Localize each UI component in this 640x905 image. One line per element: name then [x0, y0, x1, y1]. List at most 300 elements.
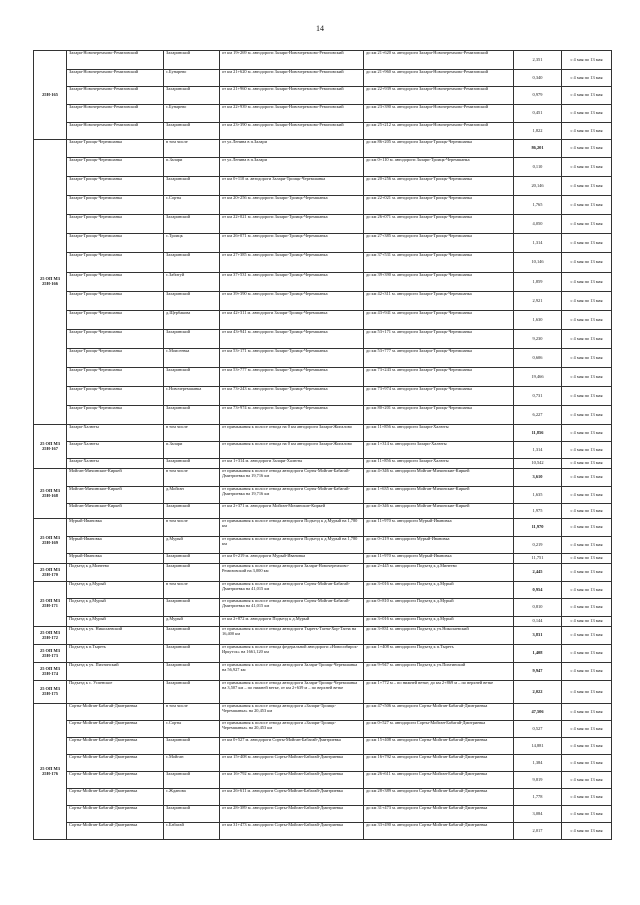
length-cell: 19,466 — [514, 368, 562, 387]
table-row — [34, 645, 612, 663]
start-point-cell: от км 21+960 м. автодороги Залари-Новочеремхово-Ремизовский — [220, 87, 364, 105]
table-row — [34, 487, 612, 504]
period-cell: с 4 мая по 13 мая — [562, 368, 612, 387]
road-name-cell: Мойган-Мичинские-Киркей — [67, 487, 164, 504]
location-cell: п.Залари — [164, 442, 220, 459]
location-cell: Заларинский — [164, 253, 220, 273]
location-cell: в том числе — [164, 469, 220, 487]
road-name-cell: Залари-Троицк-Черемшанка — [67, 140, 164, 158]
table-row — [34, 617, 612, 627]
length-cell: 2,017 — [514, 823, 562, 840]
end-point-cell: до км 53+777 м. автодороги Залари-Троицк-Черемшанка — [364, 349, 514, 368]
period-cell: с 4 мая по 13 мая — [562, 442, 612, 459]
period-cell: с 4 мая по 13 мая — [562, 140, 612, 158]
end-point-cell: до км 25+212 м. автодороги Залари-Новочеремхово-Ремизовский — [364, 123, 514, 140]
start-point-cell: от ул.Ленина в п.Залари — [220, 158, 364, 177]
road-name-cell: Подъезд к уч. Николаевский — [67, 627, 164, 645]
end-point-cell: до км 86+205 м. автодороги Залари-Троицк-Черемшанка — [364, 140, 514, 158]
start-point-cell: от км 28+389 м. автодороги Сорты-Мойган-Бабагай-Дмитриевка — [220, 806, 364, 823]
road-name-cell: Подъезд к уч. Пихтинский — [67, 663, 164, 681]
period-cell: с 4 мая по 13 мая — [562, 177, 612, 196]
length-cell: 1,630 — [514, 311, 562, 330]
end-point-cell: до км 27+385 м. автодороги Залари-Троицк-Черемшанка — [364, 234, 514, 253]
length-cell: 0,979 — [514, 87, 562, 105]
road-id-cell: 25 ОП МЗ 25Н-169 — [34, 519, 67, 564]
start-point-cell: от км 53+171 м. автодороги Залари-Троицк-Черемшанка — [220, 349, 364, 368]
start-point-cell: от примыкания к полосе отвода автодороги Сорты-Мойган-Бабагай-Дмитриевка на 41,015 км — [220, 599, 364, 617]
length-cell: 2,351 — [514, 51, 562, 70]
start-point-cell: от примыкания к полосе отвода автодороги Сорты-Мойган-Бабагай-Дмитриевка на 19,716 км — [220, 469, 364, 487]
length-cell: 0,606 — [514, 349, 562, 368]
length-cell: 3,084 — [514, 806, 562, 823]
start-point-cell: от примыкания к полосе отвода автодороги «Залари-Троицк-Черемшанка» на 20,453 км — [220, 721, 364, 738]
location-cell: Заларинский — [164, 738, 220, 755]
length-cell: 0,954 — [514, 582, 562, 599]
location-cell: Заларинский — [164, 292, 220, 311]
length-cell: 2,022 — [514, 681, 562, 704]
road-name-cell: Залари-Троицк-Черемшанка — [67, 330, 164, 349]
table-row — [34, 755, 612, 772]
start-point-cell: от км 19+269 м. автодороги Залари-Новочеремхово-Ремизовский — [220, 51, 364, 70]
end-point-cell: до км 11+856 м. автодороги Залари-Халюты — [364, 459, 514, 469]
period-cell: с 4 мая по 13 мая — [562, 599, 612, 617]
end-point-cell: до км 9+947 м. автодороги Подъезд к уч.Пихтинский — [364, 663, 514, 681]
location-cell: с.Бунарево — [164, 105, 220, 123]
table-row — [34, 253, 612, 273]
length-cell: 0,340 — [514, 70, 562, 87]
length-cell: 9,230 — [514, 330, 562, 349]
road-name-cell: Сорты-Мойган-Бабагай-Дмитриевка — [67, 823, 164, 840]
end-point-cell: до км 0+527 м. автодороги Сорты-Мойган-Бабагай-Дмитриевка — [364, 721, 514, 738]
length-cell: 11,751 — [514, 554, 562, 564]
period-cell: с 4 мая по 13 мая — [562, 564, 612, 582]
road-name-cell: Залари-Новочеремхово-Ремизовский — [67, 70, 164, 87]
period-cell: с 4 мая по 13 мая — [562, 617, 612, 627]
start-point-cell: от примыкания к полосе отвода на 0 км автодороги Залари-Жигалово — [220, 442, 364, 459]
table-row — [34, 554, 612, 564]
table-row — [34, 504, 612, 519]
length-cell: 0,451 — [514, 105, 562, 123]
road-id-cell: 25 ОП МЗ 25Н-170 — [34, 564, 67, 582]
end-point-cell: до км 26+071 м. автодороги Залари-Троицк-Черемшанка — [364, 215, 514, 234]
length-cell: 0,110 — [514, 158, 562, 177]
period-cell: с 4 мая по 13 мая — [562, 215, 612, 234]
start-point-cell: от км 26+071 м. автодороги Залари-Троицк-Черемшанка — [220, 234, 364, 253]
road-name-cell: Залари-Троицк-Черемшанка — [67, 311, 164, 330]
end-point-cell: до км 21+620 м. автодороги Залари-Новочеремхово-Ремизовский — [364, 51, 514, 70]
end-point-cell: до км 20+256 м. автодороги Залари-Троицк-Черемшанка — [364, 177, 514, 196]
table-row — [34, 663, 612, 681]
table-row — [34, 273, 612, 292]
road-name-cell: Залари-Троицк-Черемшанка — [67, 253, 164, 273]
table-row — [34, 738, 612, 755]
end-point-cell: до км 15+408 м. автодороги Сорты-Мойган-Бабагай-Дмитриевка — [364, 738, 514, 755]
location-cell: Заларинский — [164, 645, 220, 663]
period-cell: с 4 мая по 13 мая — [562, 469, 612, 487]
length-cell: 10,542 — [514, 459, 562, 469]
road-name-cell: Мурый-Ивановка — [67, 537, 164, 554]
length-cell: 2,445 — [514, 564, 562, 582]
period-cell: с 4 мая по 13 мая — [562, 273, 612, 292]
location-cell: Заларинский — [164, 406, 220, 425]
start-point-cell: от примыкания к полосе отвода автодороги Подъезд к д.Мурый на 1,780 км — [220, 519, 364, 537]
location-cell: с.Сорты — [164, 196, 220, 215]
table-row — [34, 387, 612, 406]
period-cell: с 4 мая по 13 мая — [562, 406, 612, 425]
start-point-cell: от примыкания к полосе отвода автодороги Тыреть-Тагна-Хор-Тагна на 16,400 км — [220, 627, 364, 645]
period-cell: с 4 мая по 13 мая — [562, 663, 612, 681]
period-cell: с 4 мая по 13 мая — [562, 196, 612, 215]
length-cell: 1,859 — [514, 273, 562, 292]
length-cell: 9,819 — [514, 772, 562, 789]
start-point-cell: от км 16+792 м. автодороги Сорты-Мойган-Бабагай-Дмитриевка — [220, 772, 364, 789]
length-cell: 4,050 — [514, 215, 562, 234]
end-point-cell: до км 42+311 м. автодороги Залари-Троицк-Черемшанка — [364, 292, 514, 311]
table-row — [34, 681, 612, 704]
location-cell: в том числе — [164, 582, 220, 599]
location-cell: Заларинский — [164, 663, 220, 681]
start-point-cell: от примыкания к полосе отвода автодороги Залари-Троицк-Черемшанка на 3,507 км – по нижней ветке, от км 2+639 м – по верхней ветке — [220, 681, 364, 704]
location-cell: с.Жданова — [164, 789, 220, 806]
period-cell: с 4 мая по 13 мая — [562, 349, 612, 368]
road-name-cell: Сорты-Мойган-Бабагай-Дмитриевка — [67, 789, 164, 806]
location-cell: Заларинский — [164, 215, 220, 234]
road-id-cell: 25 ОП МЗ 25Н-166 — [34, 140, 67, 425]
start-point-cell: от примыкания к полосе отвода автодороги Сорты-Мойган-Бабагай-Дмитриевка на 19,716 км — [220, 487, 364, 504]
location-cell: Заларинский — [164, 806, 220, 823]
location-cell: с.Забитуй — [164, 273, 220, 292]
start-point-cell: от км 23+390 м. автодороги Залари-Новочеремхово-Ремизовский — [220, 123, 364, 140]
length-cell: 2,921 — [514, 292, 562, 311]
location-cell: Заларинский — [164, 554, 220, 564]
period-cell: с 4 мая по 13 мая — [562, 387, 612, 406]
location-cell: д.Мойган — [164, 487, 220, 504]
start-point-cell: от км 22+939 м. автодороги Залари-Новочеремхово-Ремизовский — [220, 105, 364, 123]
location-cell: Заларинский — [164, 772, 220, 789]
table-row — [34, 599, 612, 617]
start-point-cell: от км 22+021 м. автодороги Залари-Троицк-Черемшанка — [220, 215, 364, 234]
length-cell: 3,610 — [514, 469, 562, 487]
end-point-cell: до км 0+219 м. автодороги Мурый-Ивановка — [364, 537, 514, 554]
end-point-cell: до км 22+939 м. автодороги Залари-Новочеремхово-Ремизовский — [364, 87, 514, 105]
period-cell: с 4 мая по 13 мая — [562, 537, 612, 554]
table-row — [34, 627, 612, 645]
location-cell: с.Бабагай — [164, 823, 220, 840]
location-cell: д.Щербакова — [164, 311, 220, 330]
length-cell: 11,856 — [514, 425, 562, 442]
road-id-cell: 25 ОП МЗ 25Н-176 — [34, 704, 67, 840]
road-name-cell: Залари-Новочеремхово-Ремизовский — [67, 105, 164, 123]
table-row — [34, 177, 612, 196]
end-point-cell: до км 73+243 м. автодороги Залари-Троицк-Черемшанка — [364, 368, 514, 387]
start-point-cell: от примыкания к полосе отвода на 0 км автодороги Залари-Жигалово — [220, 425, 364, 442]
end-point-cell: до км 23+390 м. автодороги Залари-Новочеремхово-Ремизовский — [364, 105, 514, 123]
start-point-cell: от примыкания к полосе отвода федеральной автодороги «Новосибирск-Иркутск» на 1661,120 км — [220, 645, 364, 663]
period-cell: с 4 мая по 13 мая — [562, 330, 612, 349]
road-name-cell: Сорты-Мойган-Бабагай-Дмитриевка — [67, 806, 164, 823]
end-point-cell: до км 47+506 м. автодороги Сорты-Мойган-Бабагай-Дмитриевка — [364, 704, 514, 721]
end-point-cell: до км 33+490 м. автодороги Сорты-Мойган-Бабагай-Дмитриевка — [364, 823, 514, 840]
length-cell: 86,201 — [514, 140, 562, 158]
location-cell: Заларинский — [164, 87, 220, 105]
end-point-cell: до км 43+941 м. автодороги Залари-Троицк-Черемшанка — [364, 311, 514, 330]
location-cell: Заларинский — [164, 368, 220, 387]
location-cell: в том числе — [164, 519, 220, 537]
start-point-cell: от км 31+473 м. автодороги Сорты-Мойган-Бабагай-Дмитриевка — [220, 823, 364, 840]
end-point-cell: до км 2+445 м. автодороги Подъезд к д.Минеево — [364, 564, 514, 582]
location-cell: д.Мурый — [164, 537, 220, 554]
end-point-cell: до км 53+171 м. автодороги Залари-Троицк-Черемшанка — [364, 330, 514, 349]
period-cell: с 4 мая по 13 мая — [562, 459, 612, 469]
table-row — [34, 789, 612, 806]
length-cell: 20,146 — [514, 177, 562, 196]
length-cell: 9,947 — [514, 663, 562, 681]
road-name-cell: Подъезд к п.Тыреть — [67, 645, 164, 663]
end-point-cell: до км 11+970 м. автодороги Мурый-Ивановка — [364, 519, 514, 537]
start-point-cell: от км 26+611 м. автодороги Сорты-Мойган-Бабагай-Дмитриевка — [220, 789, 364, 806]
table-row — [34, 368, 612, 387]
table-row — [34, 469, 612, 487]
end-point-cell: до км 11+856 м. автодороги Залари-Халюты — [364, 425, 514, 442]
table-row — [34, 215, 612, 234]
end-point-cell: до км 4+346 м. автодороги Мойган-Мичинские-Киркей — [364, 469, 514, 487]
length-cell: 1,778 — [514, 789, 562, 806]
road-name-cell: Мурый-Ивановка — [67, 519, 164, 537]
start-point-cell: от км 73+974 м. автодороги Залари-Троицк-Черемшанка — [220, 406, 364, 425]
road-name-cell: Залари-Новочеремхово-Ремизовский — [67, 123, 164, 140]
start-point-cell: от км 73+243 м. автодороги Залари-Троицк-Черемшанка — [220, 387, 364, 406]
road-name-cell: Сорты-Мойган-Бабагай-Дмитриевка — [67, 721, 164, 738]
road-name-cell: Сорты-Мойган-Бабагай-Дмитриевка — [67, 772, 164, 789]
end-point-cell: до км 11+970 м. автодороги Мурый-Ивановка — [364, 554, 514, 564]
table-row — [34, 442, 612, 459]
table-row — [34, 234, 612, 253]
table-row — [34, 51, 612, 70]
end-point-cell: до км 0+810 м. автодороги Подъезд к д.Мурый — [364, 599, 514, 617]
road-name-cell: Залари-Новочеремхово-Ремизовский — [67, 51, 164, 70]
length-cell: 6,227 — [514, 406, 562, 425]
location-cell: Заларинский — [164, 330, 220, 349]
table-row — [34, 406, 612, 425]
table-row — [34, 349, 612, 368]
table-row — [34, 806, 612, 823]
period-cell: с 4 мая по 13 мая — [562, 806, 612, 823]
location-cell: с.Мойган — [164, 755, 220, 772]
road-id-cell: 25 ОП МЗ 25Н-173 — [34, 645, 67, 663]
start-point-cell: от км 53+777 м. автодороги Залари-Троицк-Черемшанка — [220, 368, 364, 387]
location-cell: Заларинский — [164, 564, 220, 582]
road-name-cell: Сорты-Мойган-Бабагай-Дмитриевка — [67, 738, 164, 755]
road-id-cell: 25 ОП МЗ 25Н-172 — [34, 627, 67, 645]
start-point-cell: от км 15+408 м. автодороги Сорты-Мойган-Бабагай-Дмитриевка — [220, 755, 364, 772]
period-cell: с 4 мая по 13 мая — [562, 123, 612, 140]
road-name-cell: Подъезд к д.Мурый — [67, 599, 164, 617]
end-point-cell: до км 37+531 м. автодороги Залари-Троицк-Черемшанка — [364, 253, 514, 273]
start-point-cell: от ул.Ленина в п.Залари — [220, 140, 364, 158]
location-cell: Заларинский — [164, 123, 220, 140]
road-name-cell: Подъезд к с. Успенское — [67, 681, 164, 704]
period-cell: с 4 мая по 13 мая — [562, 87, 612, 105]
location-cell: п.Залари — [164, 158, 220, 177]
length-cell: 0,810 — [514, 599, 562, 617]
period-cell: с 4 мая по 13 мая — [562, 721, 612, 738]
location-cell: Заларинский — [164, 459, 220, 469]
location-cell: с.Бунарево — [164, 70, 220, 87]
end-point-cell: до км 22+021 м. автодороги Залари-Троицк-Черемшанка — [364, 196, 514, 215]
location-cell: в том числе — [164, 425, 220, 442]
end-point-cell: до км 3+016 м. автодороги Подъезд к д.Мурый — [364, 582, 514, 599]
table-row — [34, 292, 612, 311]
table-row — [34, 772, 612, 789]
period-cell: с 4 мая по 13 мая — [562, 755, 612, 772]
period-cell: с 4 мая по 13 мая — [562, 51, 612, 70]
table-row — [34, 704, 612, 721]
road-name-cell: Залари-Новочеремхово-Ремизовский — [67, 87, 164, 105]
length-cell: 1,822 — [514, 123, 562, 140]
road-name-cell: Залари-Троицк-Черемшанка — [67, 368, 164, 387]
location-cell: Заларинский — [164, 627, 220, 645]
road-name-cell: Залари-Троицк-Черемшанка — [67, 177, 164, 196]
start-point-cell: от км 0+219 м. автодороги Мурый-Ивановка — [220, 554, 364, 564]
end-point-cell: до км 3+016 м. автодороги Подъезд к д.Мурый — [364, 617, 514, 627]
start-point-cell: от примыкания к полосе отвода автодороги «Залари-Троицк-Черемшанка» на 20,453 км — [220, 704, 364, 721]
end-point-cell: до км 1+772 м – по нижней ветке; до км 2+869 м – по верхней ветке — [364, 681, 514, 704]
length-cell: 0,144 — [514, 617, 562, 627]
period-cell: с 4 мая по 13 мая — [562, 70, 612, 87]
period-cell: с 4 мая по 13 мая — [562, 582, 612, 599]
location-cell: с.Троицк — [164, 234, 220, 253]
road-id-cell: 25 ОП МЗ 25Н-175 — [34, 681, 67, 704]
start-point-cell: от км 0+527 м. автодороги Сорты-Мойган-Бабагай-Дмитриевка — [220, 738, 364, 755]
road-name-cell: Залари-Халюты — [67, 425, 164, 442]
table-row — [34, 158, 612, 177]
location-cell: Заларинский — [164, 504, 220, 519]
length-cell: 10,146 — [514, 253, 562, 273]
period-cell: с 4 мая по 13 мая — [562, 425, 612, 442]
table-row — [34, 87, 612, 105]
location-cell: Заларинский — [164, 177, 220, 196]
length-cell: 1,384 — [514, 755, 562, 772]
start-point-cell: от км 20+256 м. автодороги Залари-Троицк-Черемшанка — [220, 196, 364, 215]
road-name-cell: Мойган-Мичинские-Киркей — [67, 504, 164, 519]
end-point-cell: до км 73+974 м. автодороги Залари-Троицк-Черемшанка — [364, 387, 514, 406]
end-point-cell: до км 3+831 м. автодороги Подъезд к уч.Николаевский — [364, 627, 514, 645]
start-point-cell: от примыкания к полосе отвода автодороги Подъезд к д.Мурый на 1,780 км — [220, 537, 364, 554]
location-cell: с.Сорты — [164, 721, 220, 738]
length-cell: 14,881 — [514, 738, 562, 755]
start-point-cell: от км 0+110 м. автодороги Залари-Троицк-Черемшанка — [220, 177, 364, 196]
table-row — [34, 330, 612, 349]
end-point-cell: до км 4+346 м. автодороги Мойган-Мичинские-Киркей — [364, 504, 514, 519]
period-cell: с 4 мая по 13 мая — [562, 554, 612, 564]
period-cell: с 4 мая по 13 мая — [562, 253, 612, 273]
end-point-cell: до км 0+110 м. автодороги Залари-Троицк-Черемшанка — [364, 158, 514, 177]
road-name-cell: Залари-Халюты — [67, 442, 164, 459]
start-point-cell: от км 2+872 м. автодороги Подъезд к д.Мурый — [220, 617, 364, 627]
location-cell: в том числе — [164, 140, 220, 158]
length-cell: 0,731 — [514, 387, 562, 406]
table-row — [34, 823, 612, 840]
road-name-cell: Подъезд к д.Минеево — [67, 564, 164, 582]
table-row — [34, 123, 612, 140]
table-row — [34, 564, 612, 582]
location-cell: Заларинский — [164, 681, 220, 704]
location-cell: Заларинский — [164, 51, 220, 70]
period-cell: с 4 мая по 13 мая — [562, 292, 612, 311]
road-id-cell: 25 ОП МЗ 25Н-174 — [34, 663, 67, 681]
road-id-cell: 25Н-165 — [34, 51, 67, 140]
period-cell: с 4 мая по 13 мая — [562, 789, 612, 806]
road-name-cell: Залари-Троицк-Черемшанка — [67, 292, 164, 311]
period-cell: с 4 мая по 13 мая — [562, 487, 612, 504]
road-name-cell: Залари-Троицк-Черемшанка — [67, 349, 164, 368]
road-name-cell: Мойган-Мичинские-Киркей — [67, 469, 164, 487]
start-point-cell: от примыкания к полосе отвода автодороги Залари-Новочеремхово-Ремизовский на 3,000 км — [220, 564, 364, 582]
road-name-cell: Мурый-Ивановка — [67, 554, 164, 564]
period-cell: с 4 мая по 13 мая — [562, 519, 612, 537]
period-cell: с 4 мая по 13 мая — [562, 504, 612, 519]
road-name-cell: Залари-Троицк-Черемшанка — [67, 196, 164, 215]
road-name-cell: Залари-Троицк-Черемшанка — [67, 215, 164, 234]
start-point-cell: от км 39+390 м. автодороги Залари-Троицк-Черемшанка — [220, 292, 364, 311]
length-cell: 1,408 — [514, 645, 562, 663]
length-cell: 1,975 — [514, 504, 562, 519]
road-name-cell: Залари-Троицк-Черемшанка — [67, 158, 164, 177]
road-name-cell: Залари-Троицк-Черемшанка — [67, 406, 164, 425]
road-restriction-table — [33, 50, 612, 840]
period-cell: с 4 мая по 13 мая — [562, 772, 612, 789]
length-cell: 11,970 — [514, 519, 562, 537]
road-id-cell: 25 ОП МЗ 25Н-167 — [34, 425, 67, 469]
end-point-cell: до км 28+389 м. автодороги Сорты-Мойган-Бабагай-Дмитриевка — [364, 789, 514, 806]
start-point-cell: от км 43+941 м. автодороги Залари-Троицк-Черемшанка — [220, 330, 364, 349]
road-name-cell: Залари-Троицк-Черемшанка — [67, 387, 164, 406]
table-row — [34, 459, 612, 469]
table-row — [34, 519, 612, 537]
location-cell: с.Моисеевка — [164, 349, 220, 368]
length-cell: 1,765 — [514, 196, 562, 215]
end-point-cell: до км 1+635 м. автодороги Мойган-Мичинские-Киркей — [364, 487, 514, 504]
table-row — [34, 582, 612, 599]
table-row — [34, 105, 612, 123]
road-name-cell: Сорты-Мойган-Бабагай-Дмитриевка — [67, 755, 164, 772]
period-cell: с 4 мая по 13 мая — [562, 823, 612, 840]
table-row — [34, 721, 612, 738]
road-name-cell: Сорты-Мойган-Бабагай-Дмитриевка — [67, 704, 164, 721]
length-cell: 0,527 — [514, 721, 562, 738]
table-row — [34, 311, 612, 330]
period-cell: с 4 мая по 13 мая — [562, 105, 612, 123]
period-cell: с 4 мая по 13 мая — [562, 704, 612, 721]
page-number: 14 — [316, 24, 324, 33]
start-point-cell: от км 37+531 м. автодороги Залари-Троицк-Черемшанка — [220, 273, 364, 292]
period-cell: с 4 мая по 13 мая — [562, 645, 612, 663]
road-id-cell: 25 ОП МЗ 25Н-171 — [34, 582, 67, 627]
length-cell: 1,635 — [514, 487, 562, 504]
end-point-cell: до км 16+792 м. автодороги Сорты-Мойган-Бабагай-Дмитриевка — [364, 755, 514, 772]
road-name-cell: Залари-Халюты — [67, 459, 164, 469]
table-row — [34, 70, 612, 87]
location-cell: с.Новочеремшанка — [164, 387, 220, 406]
period-cell: с 4 мая по 13 мая — [562, 627, 612, 645]
end-point-cell: до км 39+390 м. автодороги Залари-Троицк-Черемшанка — [364, 273, 514, 292]
end-point-cell: до км 31+473 м. автодороги Сорты-Мойган-Бабагай-Дмитриевка — [364, 806, 514, 823]
period-cell: с 4 мая по 13 мая — [562, 234, 612, 253]
period-cell: с 4 мая по 13 мая — [562, 158, 612, 177]
start-point-cell: от км 2+371 м. автодороги Мойган-Мичинские-Киркей — [220, 504, 364, 519]
start-point-cell: от км 1+314 м. автодороги Залари-Халюты — [220, 459, 364, 469]
road-id-cell: 25 ОП МЗ 25Н-168 — [34, 469, 67, 519]
